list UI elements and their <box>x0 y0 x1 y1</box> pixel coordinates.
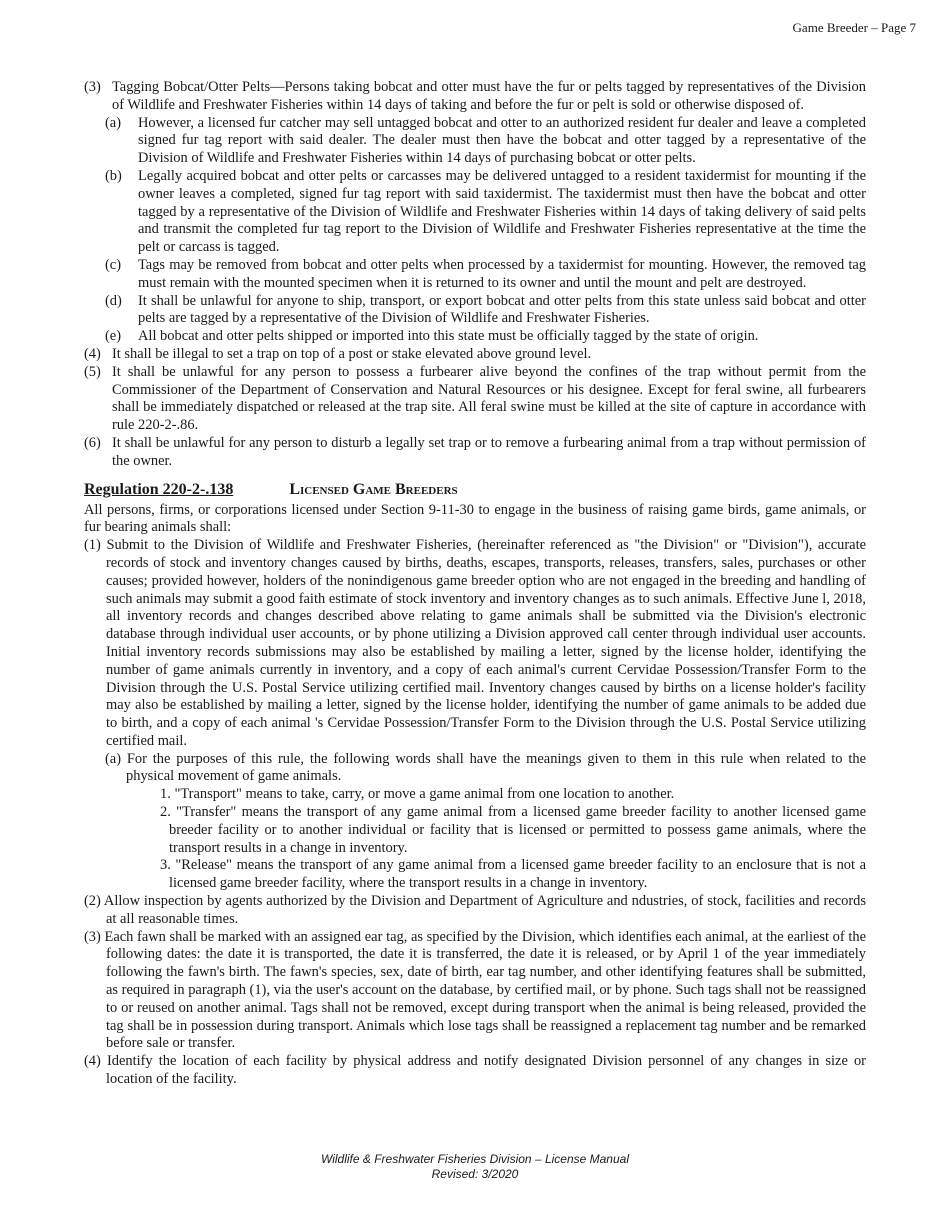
regulation-title: Licensed Game Breeders <box>289 480 458 498</box>
page-footer <box>0 1152 950 1182</box>
list-item <box>84 115 866 168</box>
item-number: (5) <box>84 363 101 380</box>
list-item <box>84 293 866 329</box>
item-text: Tags may be removed from bobcat and otter pelts when processed by a taxidermist for mounting. However, the removed tag must remain with the mounted specimen when it is returned to its owner and until the mount and pelt are destroyed. <box>138 256 866 291</box>
item-number: (4) <box>84 345 101 362</box>
item-text: It shall be unlawful for any person to possess a furbearer alive beyond the confines of the trap without permit from the Commissioner of the Department of Conservation and Natural Resources or his designee. Except for feral swine, all furbearers shall be immediately dispatched or released at the trap site. All feral swine must be killed at the site of capture in accordance with rule 220-2-.86. <box>112 363 866 434</box>
item-number: (b) <box>105 167 122 184</box>
item-text: All bobcat and otter pelts shipped or imported into this state must be officially tagged by the state of origin. <box>138 328 759 345</box>
item-number: (6) <box>84 434 101 451</box>
document-body <box>84 79 866 1089</box>
item-text: It shall be unlawful for any person to disturb a legally set trap or to remove a furbearing animal from a trap without permission of the owner. <box>112 434 866 469</box>
item-number: (a) <box>105 114 122 131</box>
item-number: (3) <box>84 79 101 95</box>
footer-manual-title: Wildlife & Freshwater Fisheries Division – License Manual <box>320 1152 629 1166</box>
item-text: Legally acquired bobcat and otter pelts or carcasses may be delivered untagged to a resident taxidermist for mounting if the owner leaves a completed, signed fur tag report with said taxidermist. The taxidermist must then have the bobcat and otter tagged by a representative of the Division of Wildlife and Freshwater Fisheries within 14 days of taking delivery of said pelts and transmit the completed fur tag report to the Division of Wildlife and Freshwater Fisheries representative at the time the pelt or carcass is tagged. <box>138 167 866 256</box>
item-text: It shall be illegal to set a trap on top of a post or stake elevated above ground level. <box>112 345 592 362</box>
regulation-number: Regulation 220-2-.138 <box>84 480 234 498</box>
definition-release: 3. "Release" means the transport of any game animal from a licensed game breeder facility to an enclosure that is not a licensed game breeder facility, where the transport results in a change in inventory. <box>160 857 866 892</box>
regulation-heading <box>84 480 866 500</box>
paragraph-1a: (a) For the purposes of this rule, the following words shall have the meanings given to them in this rule when related to the physical movement of game animals. <box>105 750 866 785</box>
list-item <box>84 346 866 364</box>
list-item <box>84 79 866 115</box>
list-item <box>84 328 866 346</box>
page-header: Game Breeder – Page 7 <box>792 20 916 35</box>
definition-transport: 1. "Transport" means to take, carry, or move a game animal from one location to another. <box>160 786 675 803</box>
list-item <box>84 168 866 257</box>
paragraph-4: (4) Identify the location of each facility by physical address and notify designated Division personnel of any changes in size or location of the facility. <box>84 1053 866 1088</box>
paragraph-1: (1) Submit to the Division of Wildlife and Freshwater Fisheries, (hereinafter referenced as "the Division" or "Division"), accurate records of stock and inventory changes caused by births, deaths, escapes, transports, releases, transfers, sales, purchases or other causes; provided however, holders of the nonindigenous game breeder option who are not engaged in the breeding and handling of such animals may submit a good faith estimate of stock inventory and inventory changes as to such animals. Effective June l, 2018, all inventory records and changes described above relating to game animals shall be submitted via the Division's electronic database through individual user accounts, or by phone utilizing a Division approved call center through individual user accounts. Initial inventory records submissions may also be established by mailing a letter, signed by the license holder, identifying the number of game animals currently in inventory, and a copy of each animal's current Cervidae Possession/Transfer Form to the Division through the U.S. Postal Service utilizing certified mail. Inventory changes caused by births on a license holder's facility may also be established by mailing a letter, signed by the license holder, identifying the number of game animals to be added due to birth, and a copy of each animal 's Cervidae Possession/Transfer Form to the Division through the U.S. Postal Service utilizing certified mail. <box>84 537 866 749</box>
item-number: (d) <box>105 292 122 309</box>
list-item <box>84 257 866 293</box>
item-text: However, a licensed fur catcher may sell untagged bobcat and otter to an authorized resident fur dealer and leave a completed signed fur tag report with said dealer. The dealer must then have the bobcat and otter tagged by a representative of the Division of Wildlife and Freshwater Fisheries within 14 days of purchasing bobcat or otter pelts. <box>138 114 866 167</box>
definition-transfer: 2. "Transfer" means the transport of any game animal from a licensed game breeder facility to another licensed game breeder facility or to another individual or facility that is licensed or permitted to possess game animals, where the transport results in a change in inventory. <box>160 804 866 856</box>
paragraph-3: (3) Each fawn shall be marked with an assigned ear tag, as specified by the Division, which identifies each animal, at the earliest of the following dates: the date it is transported, the date it is transferred, the date it is released, or by April 1 of the year immediately following the fawn's birth. The fawn's species, sex, date of birth, ear tag number, and other identifying features shall be submitted, as required in paragraph (1), via the user's account on the database, by certified mail, or by phone. Such tags shall not be reassigned to or reused on another animal. Tags shall not be removed, except during transport when the animal is being released, provided the tag shall be in possession during transport. Animals which lose tags shall be reassigned a replacement tag number and be remarked before sale or transfer. <box>84 928 866 1052</box>
item-number: (e) <box>105 328 122 345</box>
paragraph-2: (2) Allow inspection by agents authorized by the Division and Department of Agriculture and ndustries, of stock, facilities and records at all reasonable times. <box>84 893 866 927</box>
list-item <box>84 435 866 471</box>
regulation-intro: All persons, firms, or corporations licensed under Section 9-11-30 to engage in the business of raising game birds, game animals, or fur bearing animals shall: <box>84 501 866 536</box>
item-number: (c) <box>105 256 122 273</box>
item-text: Tagging Bobcat/Otter Pelts—Persons taking bobcat and otter must have the fur or pelts tagged by representatives of the Division of Wildlife and Freshwater Fisheries within 14 days of taking and before the fur or pelt is sold or otherwise disposed of. <box>112 79 866 113</box>
item-text: It shall be unlawful for anyone to ship, transport, or export bobcat and otter pelts from this state unless said bobcat and otter pelts are tagged by a representative of the Division of Wildlife and Freshwater Fisheries. <box>138 292 866 327</box>
footer-revision: Revised: 3/2020 <box>431 1167 519 1181</box>
list-item <box>84 364 866 435</box>
